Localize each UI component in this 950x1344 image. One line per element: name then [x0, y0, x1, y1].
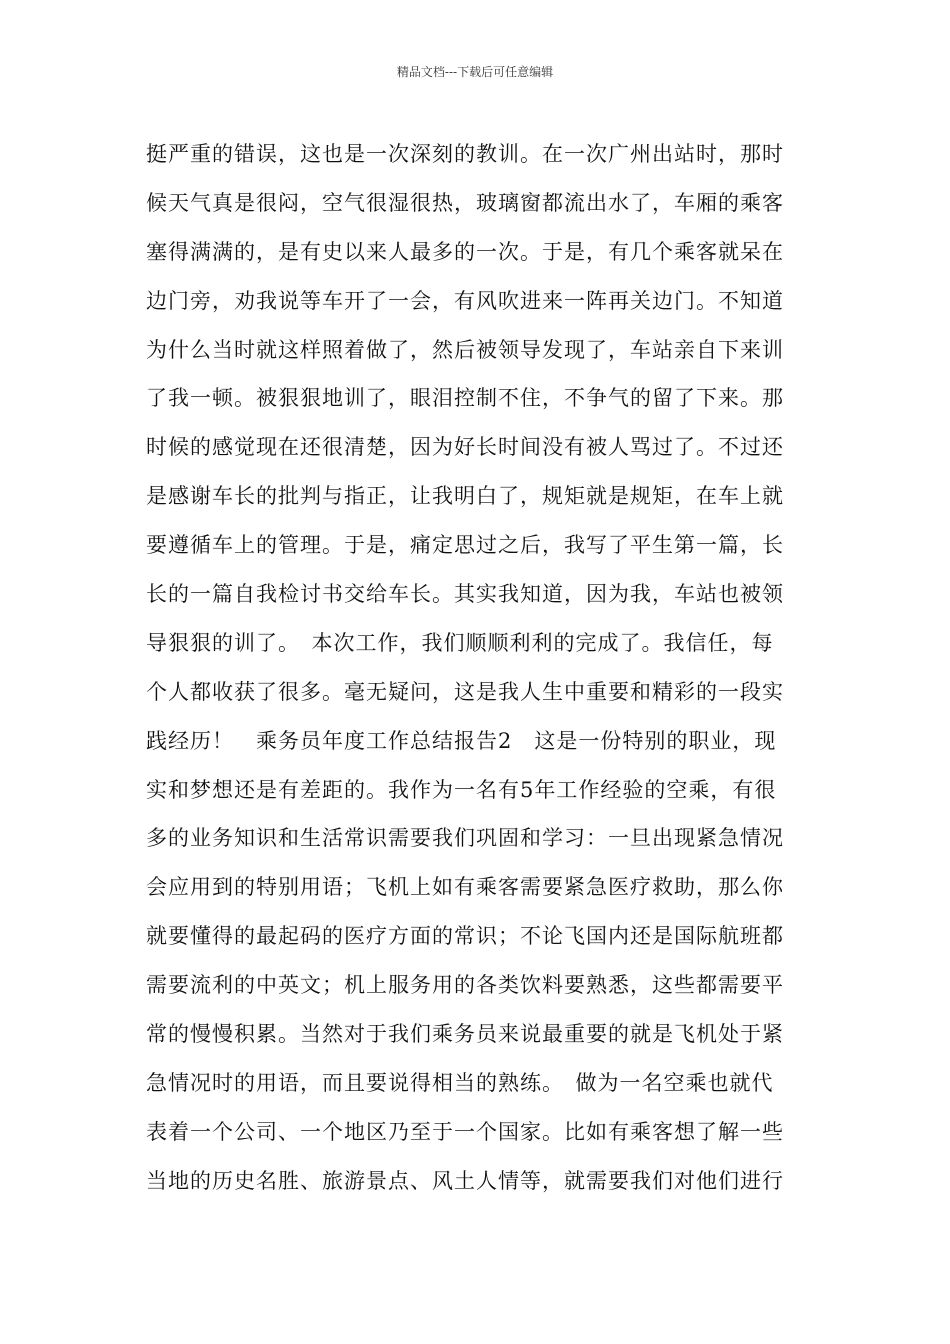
- body-text: [146, 130, 816, 1206]
- text-line: 需要流利的中英文；机上服务用的各类饮料要熟悉，这些都需要平: [146, 973, 784, 998]
- text-line: 长的一篇自我检讨书交给车长。其实我知道，因为我，车站也被领: [146, 582, 784, 607]
- text-line: 表着一个公司、一个地区乃至于一个国家。比如有乘客想了解一些: [146, 1119, 784, 1144]
- text-line: 挺严重的错误，这也是一次深刻的教训。在一次广州出站时，那时: [146, 142, 784, 166]
- text-line: 候天气真是很闷，空气很湿很热，玻璃窗都流出水了，车厢的乘客: [146, 190, 784, 215]
- text-line: 时候的感觉现在还很清楚，因为好长时间没有被人骂过了。不过还: [146, 435, 784, 460]
- text-line: 就要懂得的最起码的医疗方面的常识；不论飞国内还是国际航班都: [146, 924, 784, 949]
- text-line: 了我一顿。被狠狠地训了，眼泪控制不住，不争气的留了下来。那: [146, 386, 784, 411]
- text-line: 会应用到的特别用语；飞机上如有乘客需要紧急医疗救助，那么你: [146, 875, 784, 900]
- text-line: 个人都收获了很多。毫无疑问，这是我人生中重要和精彩的一段实: [146, 679, 784, 704]
- text-line: 塞得满满的，是有史以来人最多的一次。于是，有几个乘客就呆在: [146, 239, 784, 264]
- text-line: 践经历！ 乘务员年度工作总结报告2 这是一份特别的职业，现: [146, 728, 777, 753]
- text-line: 常的慢慢积累。当然对于我们乘务员来说最重要的就是飞机处于紧: [146, 1022, 784, 1047]
- text-line: 是感谢车长的批判与指正，让我明白了，规矩就是规矩，在车上就: [146, 484, 784, 509]
- text-line: 要遵循车上的管理。于是，痛定思过之后，我写了平生第一篇，长: [146, 533, 784, 558]
- text-line: 实和梦想还是有差距的。我作为一名有5年工作经验的空乘，有很: [146, 777, 777, 802]
- text-line: 为什么当时就这样照着做了，然后被领导发现了，车站亲自下来训: [146, 337, 784, 362]
- text-line: 多的业务知识和生活常识需要我们巩固和学习：一旦出现紧急情况: [146, 826, 784, 851]
- text-line: 当地的历史名胜、旅游景点、风土人情等，就需要我们对他们进行: [146, 1168, 784, 1193]
- text-line: 急情况时的用语，而且要说得相当的熟练。 做为一名空乘也就代: [146, 1070, 774, 1095]
- text-line: 导狠狠的训了。 本次工作，我们顺顺利利的完成了。我信任，每: [146, 630, 774, 655]
- text-line: 边门旁，劝我说等车开了一会，有风吹进来一阵再关边门。不知道: [146, 288, 784, 313]
- page-header: 精品文档---下载后可任意编辑: [396, 65, 554, 79]
